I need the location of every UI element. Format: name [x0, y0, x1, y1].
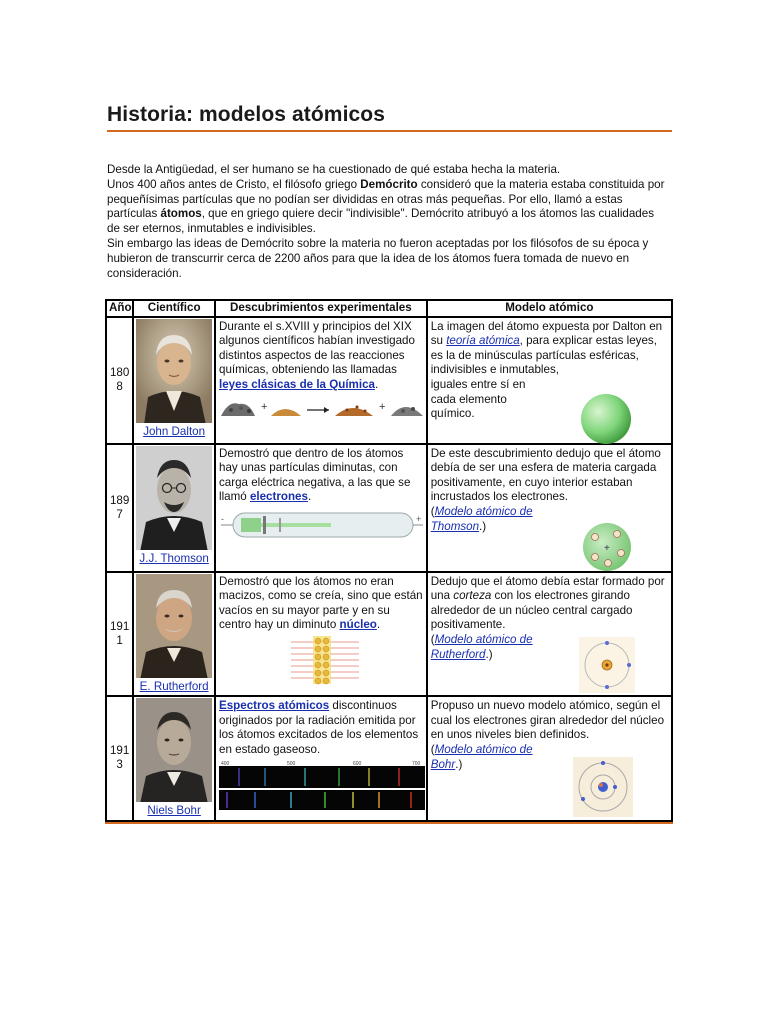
year-cell [106, 444, 133, 572]
model-link-line [431, 633, 561, 662]
atomos-term: átomos [160, 207, 202, 221]
discovery-part: Demostró que dentro de los átomos hay unas partículas diminutas, con carga eléctrica negativa, a las que se llamó [219, 446, 411, 504]
bohr-model [573, 757, 633, 817]
intro-paragraph-1: Desde la Antigüedad, el ser humano se ha cuestionado de qué estaba hecha la materia. [107, 163, 561, 176]
year-part: 189 [109, 493, 130, 507]
paren-open: ( [430, 504, 435, 518]
model-part: , para explicar estas leyes, es la de minúsculas partículas esféricas, indivisibles e inmutables, [430, 334, 657, 377]
intro-p2-part: , que en griego quiere decir "indivisible". Demócrito atribuyó a los átomos las cualidades de ser eternos, inmutables e indivisibles. [107, 207, 654, 236]
year-cell [106, 696, 133, 821]
scientist-link-rutherford[interactable]: E. Rutherford [139, 679, 209, 693]
reaction-diagram [219, 396, 425, 418]
scientist-link-dalton[interactable]: John Dalton [143, 424, 206, 438]
discovery-part: . [307, 490, 312, 504]
table-row [106, 572, 672, 697]
discovery-cell [215, 444, 427, 572]
teoria-atomica-link[interactable]: teoría atómica [446, 334, 520, 348]
dalton-portrait [136, 319, 212, 423]
paren-open: ( [430, 632, 435, 646]
rutherford-model [579, 637, 635, 693]
atomic-models-table [105, 299, 673, 822]
paren-close: .) [455, 757, 463, 771]
spectrum-tick-label: 700 [412, 760, 421, 767]
intro-paragraph-3: Sin embargo las ideas de Demócrito sobre la materia no fueron aceptadas por los filósofos de su época y hubieron de transcurrir cerca de 2200 años para que la idea de los átomos fuera tomada de nuevo en consideración. [107, 236, 649, 280]
model-cell [427, 572, 672, 697]
svg-text:-: - [221, 513, 224, 524]
model-cell [427, 317, 672, 444]
year-part: 8 [116, 380, 123, 394]
model-content [431, 699, 668, 818]
model-cell [427, 444, 672, 572]
year-part: 180 [109, 366, 130, 380]
year-cell [106, 317, 133, 444]
discovery-text [219, 575, 423, 633]
intro-p2-part: consideró que la materia estaba constituida por pequeñísimas partículas que no podían ser divididas en otras más pequeñas. Por ello, llamó a estas partículas [107, 177, 665, 221]
scientist-cell [133, 572, 215, 697]
discovery-text [219, 447, 423, 505]
title-divider [107, 130, 672, 132]
spectrum-tick-label: 400 [221, 760, 230, 767]
modelo-thomson-link[interactable]: Modelo atómico de Thomson [430, 504, 533, 533]
nucleo-link[interactable]: núcleo [339, 618, 377, 632]
model-content [431, 447, 668, 569]
spectrum-tick-label: 500 [287, 760, 296, 767]
democrito-name: Demócrito [360, 177, 418, 191]
scientist-link-bohr[interactable]: Niels Bohr [147, 804, 201, 818]
svg-text:+: + [416, 513, 422, 524]
model-text [431, 575, 668, 633]
rutherford-portrait [136, 574, 212, 678]
year-part: 191 [109, 619, 130, 633]
discovery-part: . [376, 618, 381, 632]
model-link-line [431, 743, 543, 772]
header-year: Año [106, 300, 133, 317]
model-text [431, 320, 668, 378]
table-row [106, 696, 672, 821]
dalton-sphere-model [579, 392, 633, 446]
discovery-cell [215, 572, 427, 697]
modelo-rutherford-link[interactable]: Modelo atómico de Rutherford [430, 632, 533, 661]
espectros-atomicos-link[interactable]: Espectros atómicos [219, 699, 330, 713]
thomson-pudding-model [581, 521, 633, 573]
intro-paragraph-2 [107, 178, 667, 237]
discovery-cell [215, 696, 427, 821]
svg-text:+: + [261, 400, 268, 413]
corteza-term: corteza [453, 589, 492, 603]
model-part: La imagen del átomo expuesta por Dalton en su [430, 319, 663, 348]
svg-text:+: + [379, 400, 386, 413]
year-cell [106, 572, 133, 697]
modelo-bohr-link[interactable]: Modelo atómico de Bohr [430, 742, 533, 771]
emission-spectra [219, 761, 425, 813]
bottom-divider [105, 822, 673, 824]
model-content [431, 575, 668, 694]
bohr-portrait [136, 698, 212, 802]
model-link-line [431, 505, 561, 534]
cathode-ray-tube [219, 508, 425, 542]
discovery-part: discontinuos originados por la radiación emitida por los átomos excitados de los elementos en estado gaseoso. [219, 699, 419, 756]
header-discoveries: Descubrimientos experimentales [215, 300, 427, 317]
intro-text [107, 163, 667, 281]
discovery-cell [215, 317, 427, 444]
page-title: Historia: modelos atómicos [107, 103, 385, 126]
discovery-text [219, 320, 423, 393]
svg-text:+: + [603, 542, 610, 554]
paren-open: ( [430, 742, 435, 756]
header-scientist: Científico [133, 300, 215, 317]
header-model: Modelo atómico [427, 300, 672, 317]
model-content [431, 320, 668, 441]
table-row [106, 444, 672, 572]
scientist-link-thomson[interactable]: J.J. Thomson [139, 551, 209, 565]
scientist-cell [133, 696, 215, 821]
spectrum-tick-label: 600 [353, 760, 362, 767]
scientist-cell [133, 444, 215, 572]
model-text: Propuso un nuevo modelo atómico, según el cual los electrones giran alrededor del núcleo en unos niveles bien definidos. [430, 699, 665, 742]
year-part: 3 [116, 758, 123, 772]
model-part: con los electrones girando alrededor de un núcleo central cargado positivamente. [430, 589, 633, 632]
year-part: 7 [116, 507, 123, 521]
thomson-portrait [136, 446, 212, 550]
table-header-row [106, 300, 672, 317]
model-text: De este descubrimiento dedujo que el átomo debía de ser una esfera de materia cargada positivamente, en cuyo interior estaban incrustados los electrones. [430, 446, 661, 504]
paren-close: .) [485, 647, 493, 661]
paren-close: .) [479, 519, 487, 533]
table-row [106, 317, 672, 444]
scientist-cell [133, 317, 215, 444]
model-cell [427, 696, 672, 821]
year-part: 191 [109, 744, 130, 758]
discovery-part: Durante el s.XVIII y principios del XIX algunos científicos habían investigado distintos aspectos de las reacciones químicas, obteniendo las llamadas [219, 319, 415, 377]
electrones-link[interactable]: electrones [249, 490, 308, 504]
model-text-continued: iguales entre sí en cada elemento químico. [430, 377, 526, 421]
leyes-clasicas-link[interactable]: leyes clásicas de la Química [219, 377, 375, 391]
discovery-part: . [374, 377, 379, 391]
intro-p2-part: Unos 400 años antes de Cristo, el filósofo griego [107, 177, 361, 191]
year-part: 1 [116, 633, 123, 647]
discovery-part: Demostró que los átomos no eran macizos, como se creía, sino que están vacíos en su mayor parte y en su centro hay un diminuto [219, 574, 423, 632]
gold-foil-diagram [219, 636, 425, 686]
discovery-text [219, 699, 423, 757]
model-part: Dedujo que el átomo debía estar formado por una [430, 574, 665, 603]
